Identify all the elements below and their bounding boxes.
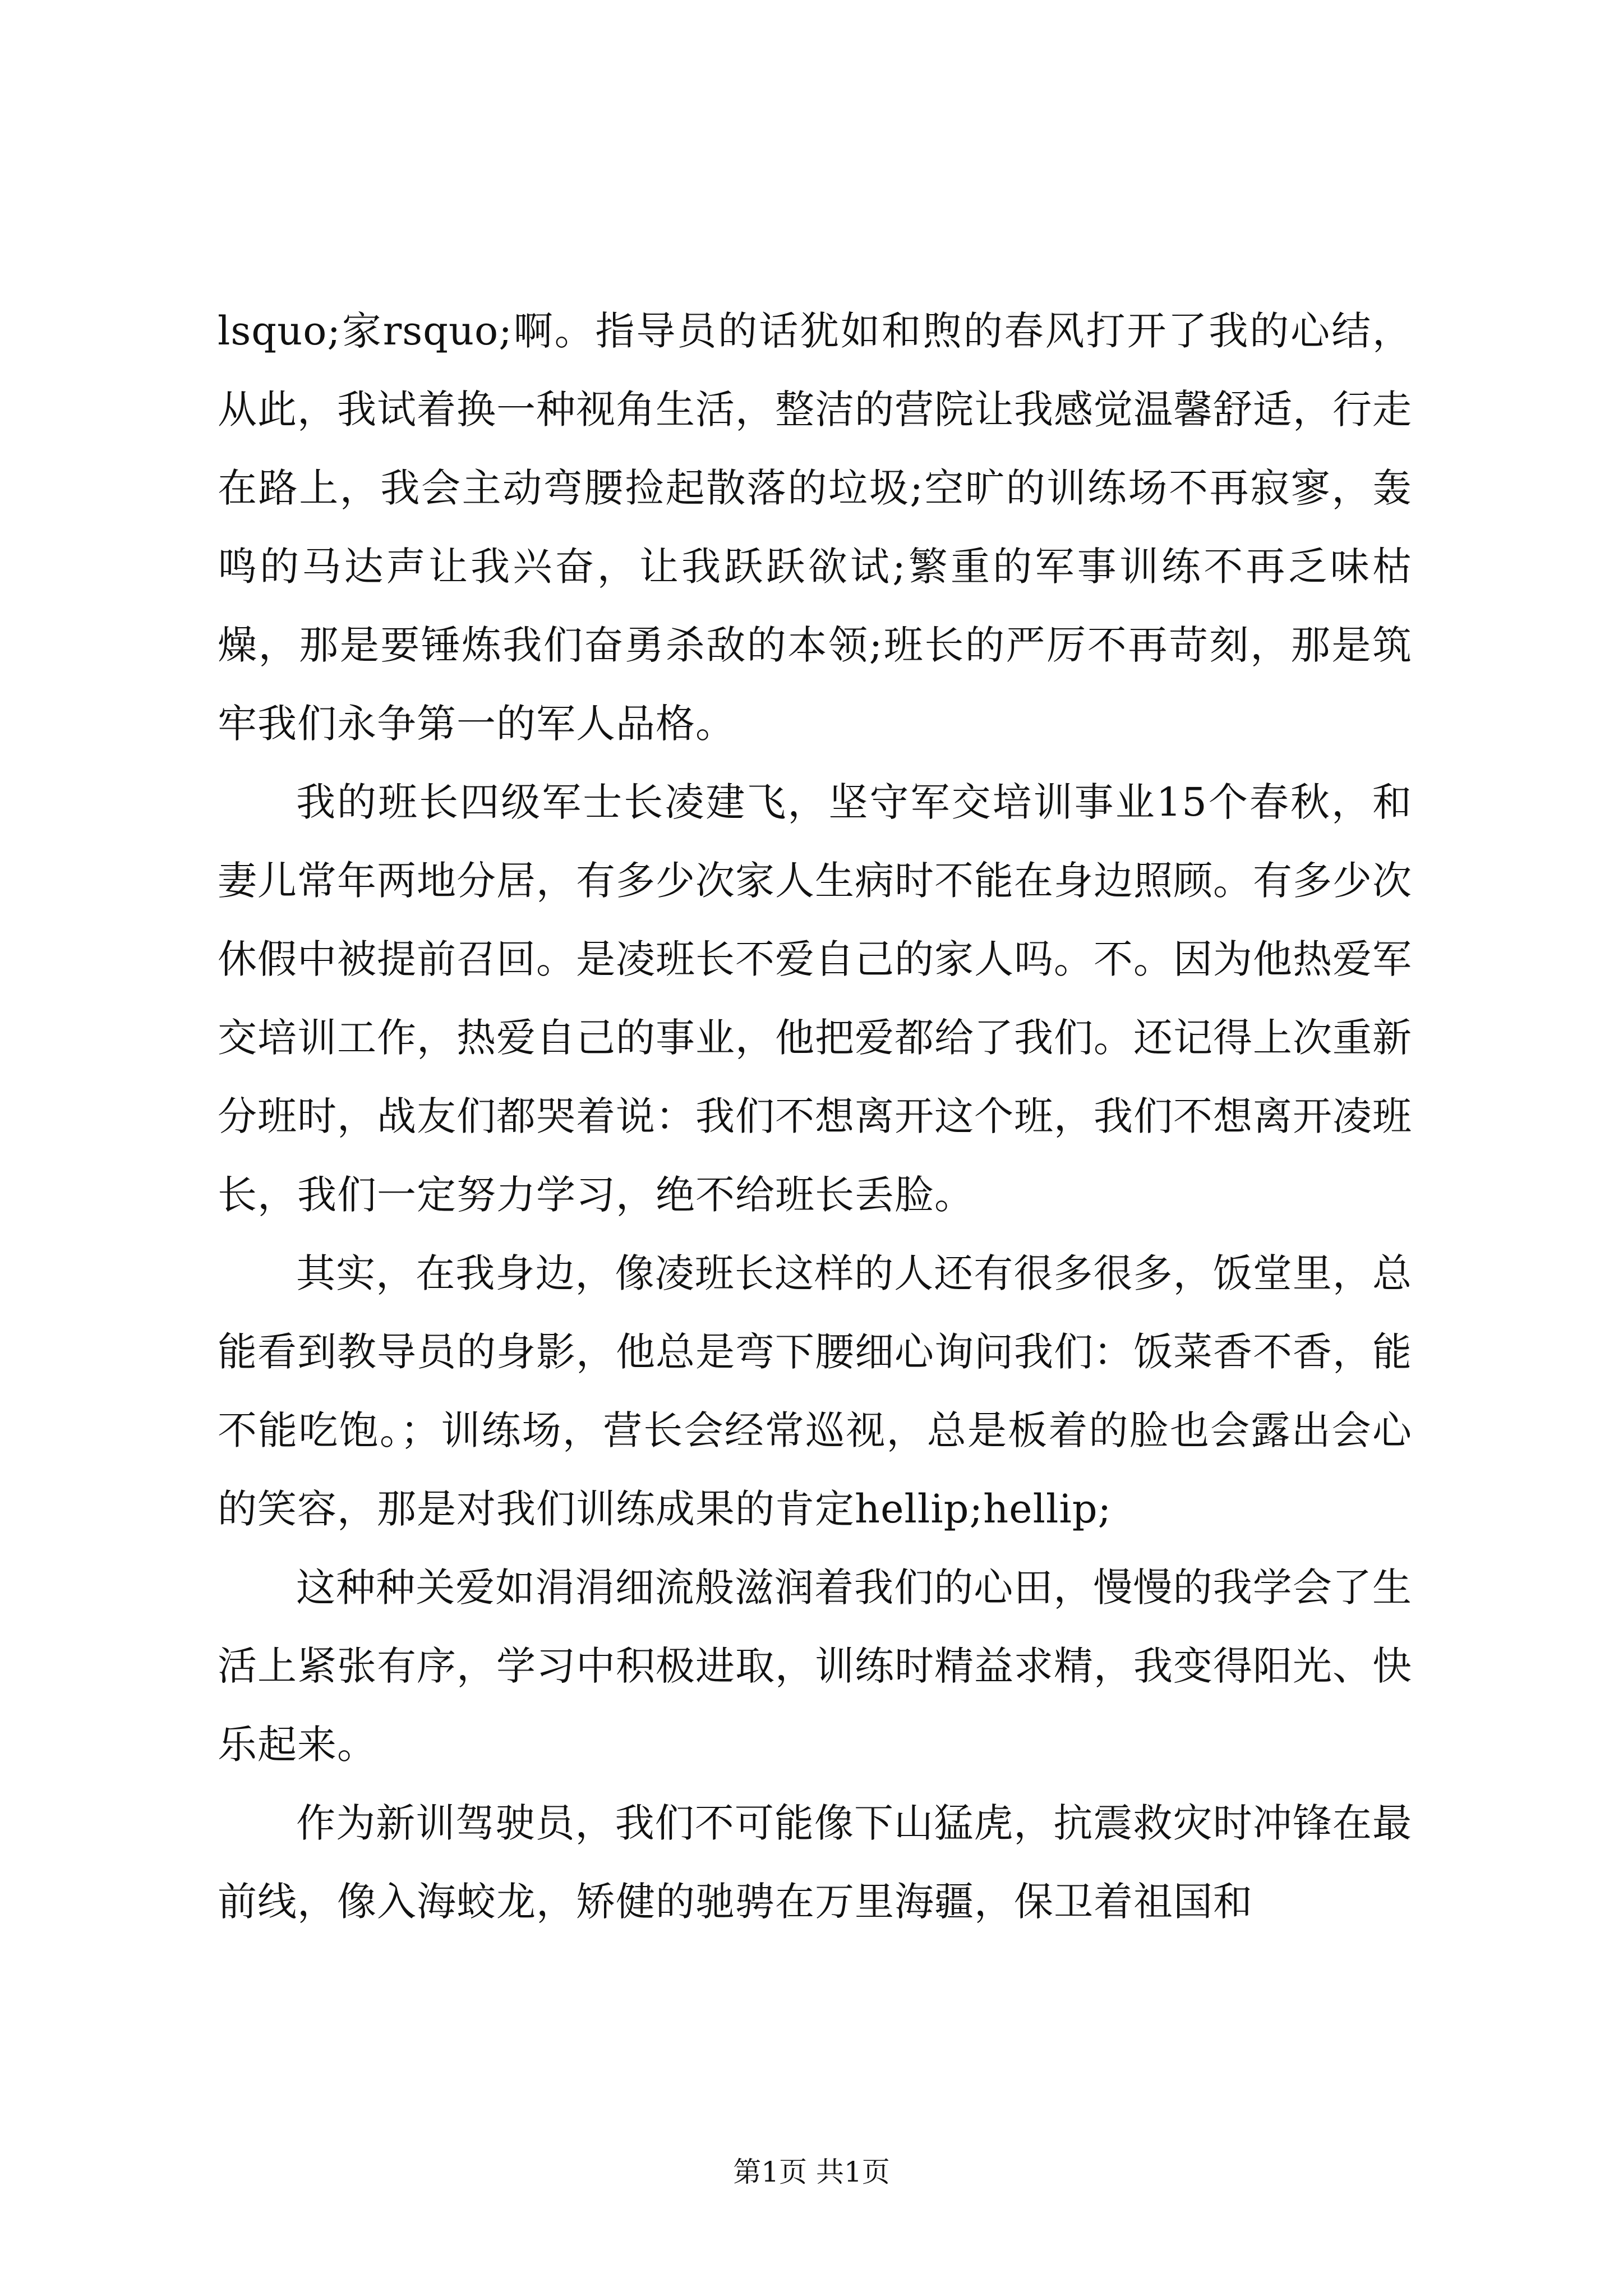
page-footer: 第1页 共1页 <box>733 2156 890 2188</box>
paragraph-4: 这种种关爱如涓涓细流般滋润着我们的心田，慢慢的我学会了生活上紧张有序，学习中积极进取，训练时精益求精，我变得阳光、快乐起来。 <box>218 1565 1412 1768</box>
paragraph-5: 作为新训驾驶员，我们不可能像下山猛虎，抗震救灾时冲锋在最前线，像入海蛟龙，矫健的驰骋在万里海疆，保卫着祖国和 <box>218 1800 1412 1925</box>
paragraph-1: lsquo;家rsquo;啊。指导员的话犹如和煦的春风打开了我的心结，从此，我试着换一种视角生活，整洁的营院让我感觉温馨舒适，行走在路上，我会主动弯腰捡起散落的垃圾;空旷的训练场不再寂寥，轰鸣的马达声让我兴奋，让我跃跃欲试;繁重的军事训练不再乏味枯燥，那是要锤炼我们奋勇杀敌的本领;班长的严厉不再苛刻，那是筑牢我们永争第一的军人品格。 <box>218 308 1412 747</box>
document-body <box>218 292 1412 1941</box>
paragraph-2: 我的班长四级军士长凌建飞，坚守军交培训事业15个春秋，和妻儿常年两地分居，有多少次家人生病时不能在身边照顾。有多少次休假中被提前召回。是凌班长不爱自己的家人吗。不。因为他热爱军交培训工作，热爱自己的事业，他把爱都给了我们。还记得上次重新分班时，战友们都哭着说：我们不想离开这个班，我们不想离开凌班长，我们一定努力学习，绝不给班长丢脸。 <box>218 779 1412 1218</box>
paragraph-3: 其实，在我身边，像凌班长这样的人还有很多很多，饭堂里，总能看到教导员的身影，他总是弯下腰细心询问我们：饭菜香不香，能不能吃饱。；训练场，营长会经常巡视，总是板着的脸也会露出会心的笑容，那是对我们训练成果的肯定hellip;hellip; <box>218 1250 1412 1532</box>
